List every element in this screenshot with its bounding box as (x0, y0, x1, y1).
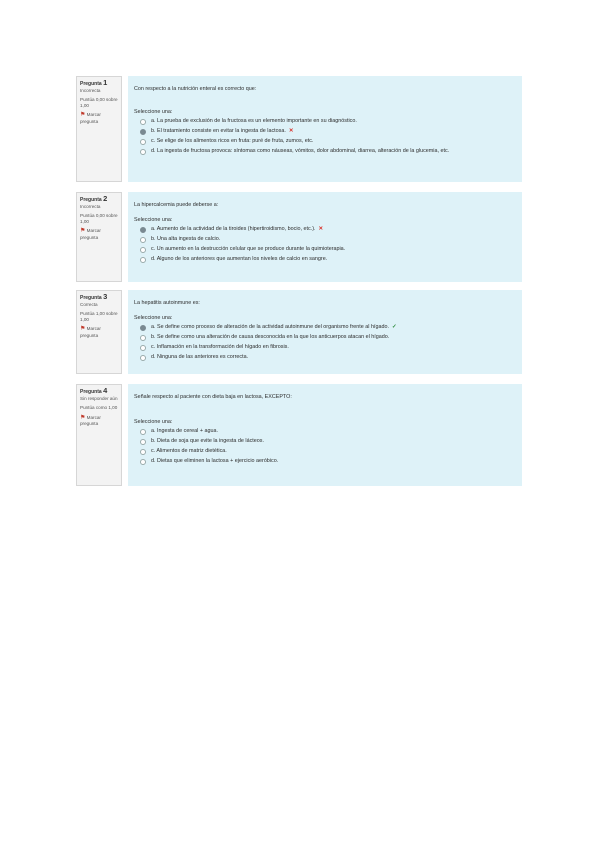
radio-button[interactable] (140, 119, 146, 125)
answer-option-d[interactable]: d. Ninguna de las anteriores es correcta. (140, 354, 516, 361)
correct-icon: ✓ (391, 324, 397, 331)
question-status: Incorrecta (80, 203, 101, 209)
question-block-2 (76, 192, 522, 282)
question-text: Con respecto a la nutrición enteral es correcto que: (134, 86, 257, 92)
flag-question-link[interactable]: ⚑ Marcar pregunta (80, 414, 101, 427)
incorrect-icon: ✕ (318, 226, 324, 233)
question-block-4 (76, 384, 522, 486)
answer-option-a[interactable]: a. Ingesta de cereal + agua. (140, 428, 516, 435)
question-block-3 (76, 290, 522, 374)
question-score: Puntúa 1,00 sobre 1,00 (80, 311, 118, 322)
question-status: Sin responder aún (80, 395, 118, 401)
radio-button[interactable] (140, 429, 146, 435)
select-label: Seleccione una: (134, 314, 173, 321)
question-number: Pregunta 4 (80, 386, 108, 395)
question-text: Señale respecto al paciente con dieta baja en lactosa, EXCEPTO: (134, 394, 292, 400)
radio-button[interactable] (140, 149, 146, 155)
select-label: Seleccione una: (134, 216, 173, 223)
question-block-1 (76, 76, 522, 182)
question-score: Puntúa 0,00 sobre 1,00 (80, 213, 118, 224)
answer-options (134, 324, 516, 361)
flag-question-link[interactable]: ⚑ Marcar pregunta (80, 228, 101, 240)
radio-button[interactable] (140, 459, 146, 465)
answer-option-b[interactable]: b. Dieta de soja que evite la ingesta de lácteos. (140, 438, 516, 445)
answer-option-a[interactable]: a. Se define como proceso de alteración de la actividad autoinmune del organismo frente al hígado. ✓ (140, 324, 516, 331)
incorrect-icon: ✕ (288, 128, 294, 135)
question-content (128, 76, 522, 182)
question-number: Pregunta 1 (80, 78, 108, 87)
radio-button[interactable] (140, 237, 146, 243)
question-info-panel (76, 192, 122, 282)
question-text: La hepatitis autoinmune es: (134, 300, 200, 306)
question-status: Incorrecta (80, 87, 101, 93)
flag-icon: ⚑ (80, 112, 86, 119)
answer-option-d[interactable]: d. Dietas que eliminen la lactosa + ejercicio aeróbico. (140, 458, 516, 465)
answer-options (134, 118, 516, 155)
radio-button[interactable] (140, 257, 146, 263)
flag-question-link[interactable]: ⚑ Marcar pregunta (80, 326, 101, 338)
answer-options (134, 226, 516, 263)
answer-option-c[interactable]: c. Un aumento en la destrucción celular que se produce durante la quimioterapia. (140, 246, 516, 253)
question-score: Puntúa 0,00 sobre 1,00 (80, 97, 118, 108)
answer-option-a[interactable]: a. Aumento de la actividad de la tiroides (hipertiroidismo, bocio, etc.). ✕ (140, 226, 516, 233)
answer-option-d[interactable]: d. La ingesta de fructosa provoca: síntomas como náuseas, vómitos, dolor abdominal, diarrea, alteración de la glucemia, etc. (140, 148, 516, 155)
radio-button[interactable] (140, 139, 146, 145)
select-label: Seleccione una: (134, 108, 173, 115)
answer-option-b[interactable]: b. El tratamiento consiste en evitar la ingesta de lactosa. ✕ (140, 128, 516, 135)
question-score: Puntúa como 1,00 (80, 405, 118, 411)
question-content (128, 384, 522, 486)
radio-button[interactable] (140, 439, 146, 445)
answer-option-c[interactable]: c. Inflamación en la transformación del hígado en fibrosis. (140, 344, 516, 351)
answer-option-c[interactable]: c. Se elige de los alimentos ricos en fruta: puré de fruta, zumos, etc. (140, 138, 516, 145)
radio-button[interactable] (140, 355, 146, 361)
flag-icon: ⚑ (80, 228, 86, 235)
answer-option-c[interactable]: c. Alimentos de matriz dietética. (140, 448, 516, 455)
question-text: La hipercalcemia puede deberse a: (134, 202, 219, 208)
radio-button[interactable] (140, 325, 146, 331)
flag-icon: ⚑ (80, 326, 86, 333)
question-info-panel (76, 76, 122, 182)
flag-question-link[interactable]: ⚑ Marcar pregunta (80, 112, 101, 124)
flag-icon: ⚑ (80, 414, 86, 421)
answer-options (134, 428, 516, 465)
radio-button[interactable] (140, 335, 146, 341)
answer-option-b[interactable]: b. Se define como una alteración de causa desconocida en la que los anticuerpos atacan el hígado. (140, 334, 516, 341)
question-status: Correcta (80, 301, 98, 307)
question-number: Pregunta 2 (80, 194, 108, 203)
question-info-panel (76, 290, 122, 374)
question-info-panel (76, 384, 122, 486)
radio-button[interactable] (140, 345, 146, 351)
question-content (128, 290, 522, 374)
answer-option-a[interactable]: a. La prueba de exclusión de la fructosa es un elemento importante en su diagnóstico. (140, 118, 516, 125)
radio-button[interactable] (140, 247, 146, 253)
radio-button[interactable] (140, 129, 146, 135)
radio-button[interactable] (140, 449, 146, 455)
answer-option-d[interactable]: d. Alguno de los anteriores que aumentan los niveles de calcio en sangre. (140, 256, 516, 263)
answer-option-b[interactable]: b. Una alta ingesta de calcio. (140, 236, 516, 243)
question-content (128, 192, 522, 282)
question-number: Pregunta 3 (80, 292, 108, 301)
select-label: Seleccione una: (134, 418, 173, 425)
radio-button[interactable] (140, 227, 146, 233)
